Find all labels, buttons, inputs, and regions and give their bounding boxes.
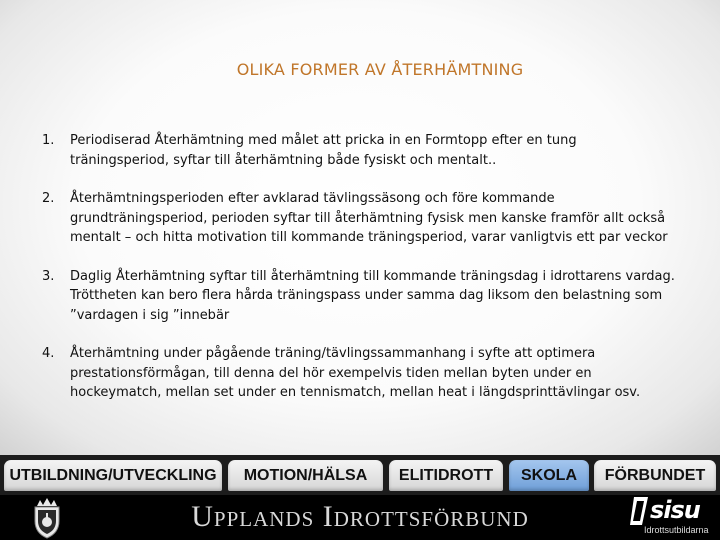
item-number: 4.	[42, 346, 55, 361]
item-line: Återhämtningsperioden efter avklarad tävlingssäsong och före kommande	[70, 191, 555, 206]
list-item	[42, 189, 682, 248]
tab-forbundet[interactable]: FÖRBUNDET	[594, 460, 716, 491]
item-line: Tröttheten kan bero flera hårda träningspass under samma dag liksom den belastning som	[70, 288, 663, 303]
category-nav	[0, 455, 720, 495]
organization-name: Upplands Idrottsförbund	[191, 500, 529, 533]
list-item	[42, 344, 682, 403]
item-number: 3.	[42, 268, 55, 284]
list-item	[42, 131, 682, 170]
item-line: träningsperiod, syftar till återhämtning både fysiskt och mentalt..	[70, 152, 497, 168]
item-line: ”vardagen i sig ”innebär	[70, 307, 230, 323]
item-line: Periodiserad Återhämtning med målet att pricka in en Formtopp efter en tung	[70, 133, 577, 148]
tab-elitidrott[interactable]: ELITIDROTT	[389, 460, 503, 491]
sisu-wordmark: sisu	[650, 496, 700, 524]
tab-utbildning-utveckling[interactable]: UTBILDNING/UTVECKLING	[4, 460, 222, 491]
slide-title: OLIKA FORMER AV ÅTERHÄMTNING	[236, 60, 524, 79]
item-line: prestationsförmågan, till denna del hör exempelvis tiden mellan byten under en	[70, 365, 592, 381]
sisu-logo	[628, 495, 720, 540]
footer	[0, 495, 720, 540]
sisu-subtitle: Idrottsutbildarna	[644, 525, 709, 535]
item-line: hockeymatch, mellan set under en tennismatch, mellan heat i längdsprinttävlingar osv.	[70, 385, 641, 400]
crest-icon	[30, 497, 64, 539]
tab-skola[interactable]: SKOLA	[509, 460, 589, 491]
numbered-list	[42, 131, 682, 403]
tab-motion-halsa[interactable]: MOTION/HÄLSA	[228, 460, 383, 491]
item-line: grundträningsperiod, perioden syftar till återhämtning fysisk men kanske framför allt också	[70, 210, 666, 226]
list-item	[42, 267, 682, 326]
item-number: 1.	[42, 133, 55, 148]
item-line: mentalt – och hitta motivation till kommande träningsperiod, varar vanligtvis ett par veckor	[70, 230, 668, 245]
item-line: Daglig Återhämtning syftar till återhämtning till kommande träningsdag i idrottarens vardag.	[70, 268, 675, 284]
item-line: Återhämtning under pågående träning/tävlingssammanhang i syfte att optimera	[70, 346, 596, 361]
item-number: 2.	[42, 191, 55, 206]
